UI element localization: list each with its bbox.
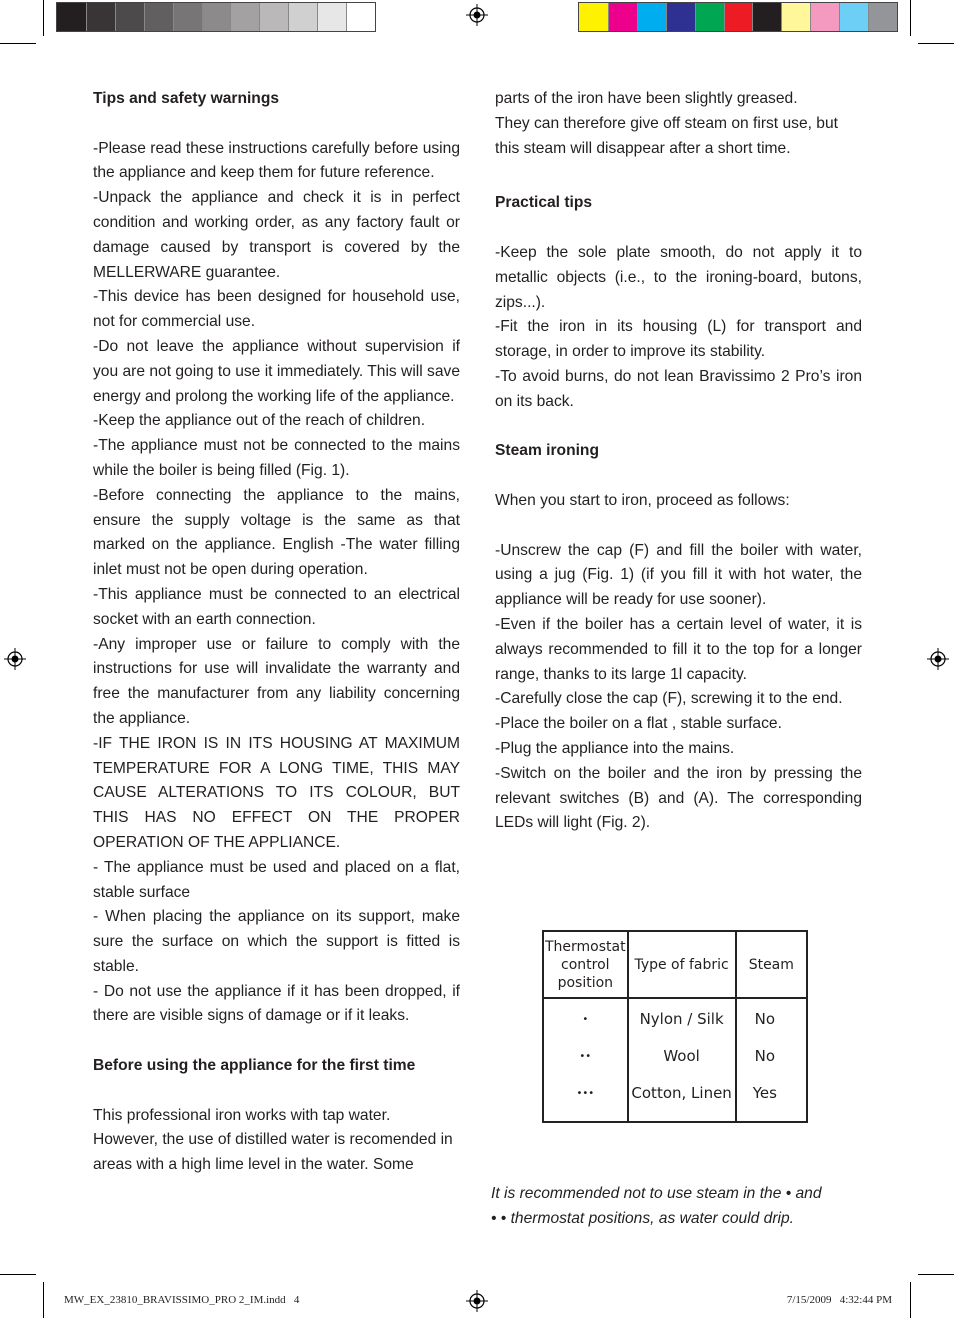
slug-filename: MW_EX_23810_BRAVISSIMO_PRO 2_IM.indd 4 xyxy=(64,1294,300,1306)
warning-paragraph: -Please read these instructions carefully before using the appliance and keep them for future reference. xyxy=(93,139,460,182)
steam-value: No xyxy=(754,1010,775,1028)
fabric-type: Wool xyxy=(663,1047,700,1065)
crop-mark xyxy=(910,0,911,36)
warning-paragraph: -This device has been designed for household use, not for commercial use. xyxy=(93,288,460,331)
table-header-row xyxy=(543,931,807,998)
fabric-type: Cotton, Linen xyxy=(631,1084,732,1102)
warning-paragraph: -Unpack the appliance and check it is in perfect condition and working order, as any factory fault or damage caused by transport is covered by the MELLERWARE guarantee. xyxy=(93,189,460,281)
color-swatch xyxy=(115,3,144,31)
warning-paragraph: -Any improper use or failure to comply with the instructions for use will invalidate the warranty and free the manufacturer from any liability concerning the appliance. xyxy=(93,635,460,727)
warning-paragraph: -The appliance must not be connected to the mains while the boiler is being filled (Fig. 1). xyxy=(93,437,460,479)
color-swatch xyxy=(752,3,781,31)
continued-text: parts of the iron have been slightly greased. xyxy=(495,90,798,107)
color-swatch xyxy=(144,3,173,31)
heading-tips-safety: Tips and safety warnings xyxy=(93,90,280,107)
thermostat-dots-cell xyxy=(543,998,628,1122)
heading-steam-ironing: Steam ironing xyxy=(495,442,599,460)
color-swatch xyxy=(666,3,695,31)
header-fabric: Type of fabric xyxy=(628,931,736,998)
color-swatch xyxy=(230,3,259,31)
registration-mark-icon xyxy=(466,4,488,26)
first-use-line: This professional iron works with tap water. xyxy=(93,1106,391,1124)
registration-mark-icon xyxy=(4,648,26,670)
warning-paragraph: -IF THE IRON IS IN ITS HOUSING AT MAXIMUM TEMPERATURE FOR A LONG TIME, THIS MAY CAUSE ALTERATIONS TO ITS COLOUR, BUT THIS HAS NO EFFECT ON THE PROPER OPERATION OF THE APPLIANCE. xyxy=(93,734,460,851)
registration-mark-icon xyxy=(466,1290,488,1312)
color-swatch xyxy=(637,3,666,31)
continued-text: They can therefore give off steam on first use, but this steam will disappear after a short time. xyxy=(495,114,838,157)
steam-step: -Unscrew the cap (F) and fill the boiler with water, using a jug (Fig. 1) (if you fill it with hot water, the appliance will be ready for use sooner). xyxy=(495,541,862,609)
heading-first-use: Before using the appliance for the first time xyxy=(93,1057,416,1075)
color-swatch xyxy=(579,3,608,31)
fabric-settings-table xyxy=(542,930,808,1123)
steam-step: -Even if the boiler has a certain level of water, it is always recommended to fill it to the top for a longer range, thanks to its large 1l capacity. xyxy=(495,615,862,683)
warning-paragraph: - The appliance must be used and placed on a flat, stable surface xyxy=(93,858,460,901)
color-swatch xyxy=(317,3,346,31)
warning-paragraph: -Do not leave the appliance without supervision if you are not going to use it immediately. This will save energy and prolong the working life of the appliance. xyxy=(93,337,460,405)
color-swatch xyxy=(810,3,839,31)
steam-step: -Plug the appliance into the mains. xyxy=(495,739,735,757)
practical-tip: -To avoid burns, do not lean Bravissimo 2 Pro’s iron on its back. xyxy=(495,367,862,410)
color-swatch xyxy=(173,3,202,31)
color-swatch xyxy=(868,3,897,31)
note-line: It is recommended not to use steam in the • and xyxy=(491,1185,822,1202)
header-steam: Steam xyxy=(736,931,807,998)
color-swatch xyxy=(86,3,115,31)
crop-mark xyxy=(0,1274,36,1275)
registration-mark-icon xyxy=(927,648,949,670)
color-swatch xyxy=(288,3,317,31)
crop-mark xyxy=(918,1274,954,1275)
color-swatch xyxy=(839,3,868,31)
fabric-type: Nylon / Silk xyxy=(639,1010,724,1028)
crop-mark xyxy=(43,1282,44,1318)
right-column xyxy=(495,87,862,836)
heading-practical-tips: Practical tips xyxy=(495,194,593,212)
note-line: • • thermostat positions, as water could drip. xyxy=(491,1209,795,1227)
thermostat-dots: •• xyxy=(579,1051,592,1062)
steam-step: -Switch on the boiler and the iron by pressing the relevant switches (B) and (A). The corresponding LEDs will light (Fig. 2). xyxy=(495,764,862,832)
process-color-bar xyxy=(578,2,898,32)
warning-paragraph: -Keep the appliance out of the reach of children. xyxy=(93,412,426,430)
thermostat-dots: ••• xyxy=(576,1088,595,1099)
steam-step: -Place the boiler on a flat , stable surface. xyxy=(495,715,782,733)
table-body-row xyxy=(543,998,807,1122)
crop-mark xyxy=(918,43,954,44)
color-swatch xyxy=(608,3,637,31)
header-thermostat: Thermostat control position xyxy=(543,931,628,998)
warning-paragraph: -This appliance must be connected to an electrical socket with an earth connection. xyxy=(93,585,460,628)
warning-paragraph: -Before connecting the appliance to the mains, ensure the supply voltage is the same as that marked on the appliance. English -The water filling inlet must not be open during operation. xyxy=(93,486,460,579)
warning-paragraph: - Do not use the appliance if it has been dropped, if there are visible signs of damage or if it leaks. xyxy=(93,982,460,1025)
steam-value: No xyxy=(754,1047,775,1065)
steam-drip-note xyxy=(491,1182,871,1232)
color-swatch xyxy=(57,3,86,31)
first-use-line: However, the use of distilled water is recomended in areas with a high lime level in the water. Some xyxy=(93,1131,453,1174)
practical-tip: -Fit the iron in its housing (L) for transport and storage, in order to improve its stability. xyxy=(495,318,862,361)
steam-step: -Carefully close the cap (F), screwing it to the end. xyxy=(495,690,843,708)
crop-mark xyxy=(910,1282,911,1318)
steam-value: Yes xyxy=(752,1084,777,1102)
left-column xyxy=(93,87,460,1178)
color-swatch xyxy=(202,3,231,31)
slug-timestamp: 7/15/2009 4:32:44 PM xyxy=(786,1294,892,1306)
practical-tip: -Keep the sole plate smooth, do not apply it to metallic objects (i.e., to the ironing-board, butons, zips...). xyxy=(495,243,862,311)
color-swatch xyxy=(695,3,724,31)
steam-cell xyxy=(736,998,807,1122)
color-swatch xyxy=(724,3,753,31)
steam-intro: When you start to iron, proceed as follows: xyxy=(495,491,790,509)
thermostat-dots: • xyxy=(582,1014,589,1025)
color-swatch xyxy=(259,3,288,31)
color-swatch xyxy=(781,3,810,31)
fabric-cell xyxy=(628,998,736,1122)
crop-mark xyxy=(0,43,36,44)
warning-paragraph: - When placing the appliance on its support, make sure the surface on which the support is fitted is stable. xyxy=(93,908,460,975)
grayscale-color-bar xyxy=(56,2,376,32)
color-swatch xyxy=(346,3,375,31)
crop-mark xyxy=(43,0,44,36)
